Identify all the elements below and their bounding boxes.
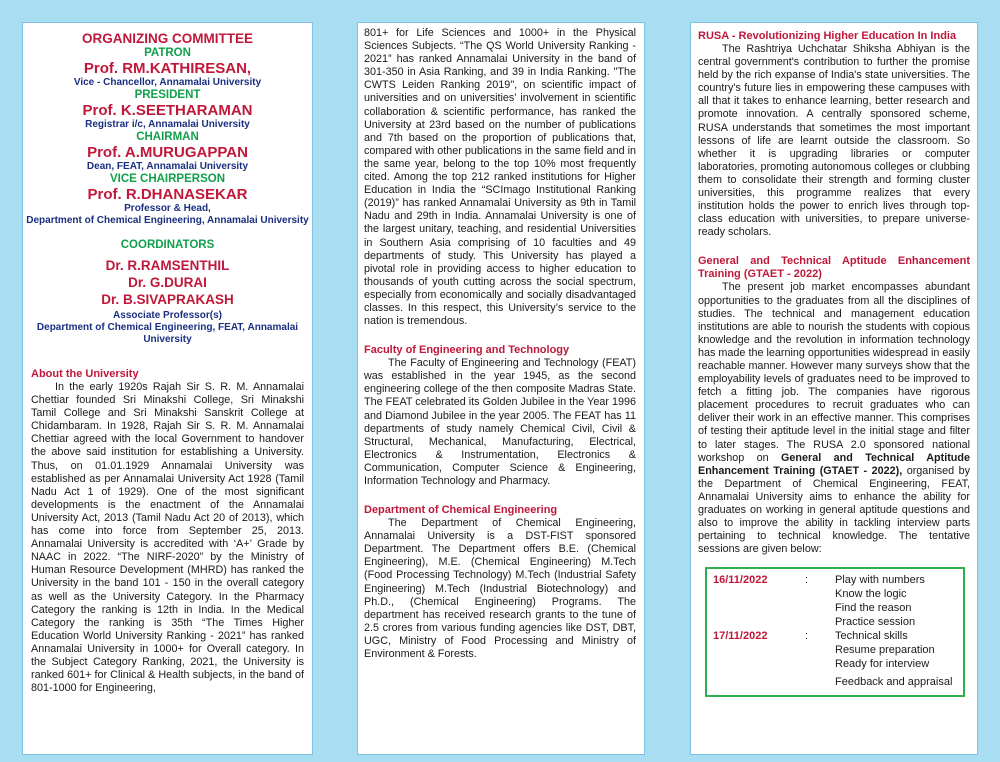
rusa-heading: RUSA - Revolutionizing Higher Education In India — [698, 30, 957, 42]
schedule-item: Know the logic — [835, 588, 907, 601]
coordinator-name: Dr. R.RAMSENTHIL — [105, 258, 230, 273]
schedule-item: Ready for interview — [835, 658, 930, 671]
dept-text: The Department of Chemical Engineering, Annamalai University is a DST-FIST sponsored Department. The Department offers B.E. (Chemical Engineering), M.E. (Chemical Engineering) M.Tech (Food Processing Technology) M.Tech (Industrial Safety Engineering) M.Tech (Industrial Biotechnology) and Ph.D., (Chemical Engineering) Programs. The department has received research grants to the tune of 2.5 crores from various funding agencies like DST, DBT, UGC, Ministry of Food Processing and Ministry of Environment & Forests. — [364, 517, 636, 661]
schedule-table — [705, 567, 965, 697]
coordinator-desc2: Department of Chemical Engineering, FEAT, Annamalai University — [36, 322, 299, 345]
vice-chair-desc2: Department of Chemical Engineering, Annamalai University — [26, 215, 309, 226]
president-name: Prof. K.SEETHARAMAN — [82, 102, 253, 119]
feat-text: The Faculty of Engineering and Technology (FEAT) was established in the year 1945, as the second engineering college of the then composite Madras State. The FEAT celebrated its Golden Jubilee in the Year 1996 and Diamond Jubilee in the year 2005. The FEAT has 11 departments of study namely Chemical Civil, Civil & Structural, Mechanical, Manufacturing, Electrical, Electronics & Instrumentation, Electronics & Communication, Computer Science & Engineering, Information Technology and Pharmacy. — [364, 357, 636, 487]
schedule-item: Technical skills — [835, 630, 908, 643]
schedule-item: Practice session — [835, 616, 916, 629]
gtaet-text-part1: The present job market encompasses abundant opportunities to the graduates from all the disciplines of studies. The technical and management education institutions are able to nourish the students with copious knowledge and the revolution in information technology has made the learning opportunities widespread in easily reachable manner. However many surveys show that the employability levels of graduates need to be improved to fetch a fitting job. The companies have rigorous placement procedures to recruit graduates who can deliver their work in an effective manner. This comprises of testing their aptitude level in the initial stage and filter to later stages. The RUSA 2.0 sponsored national workshop on — [698, 281, 970, 464]
schedule-colon: : — [805, 574, 809, 587]
feat-heading: Faculty of Engineering and Technology — [364, 344, 570, 357]
schedule-date: 17/11/2022 — [713, 630, 768, 643]
schedule-item: Play with numbers — [835, 574, 925, 587]
schedule-row — [713, 629, 957, 689]
committee-title: ORGANIZING COMMITTEE — [82, 31, 253, 46]
rusa-text: The Rashtriya Uchchatar Shiksha Abhiyan is the central government's contribution to further the promise held by the rich expanse of India's state universities. The country's future lies in empowering these campuses with all that it takes to enhance learning, better research and promote innovation. A centrally sponsored scheme, RUSA understands that sometimes the most important lessons of life are learnt outside the classroom. So whether it is upgrading libraries or computer laboratories, promoting autonomous colleges or clubbing them to consolidate their strength and forming cluster universities, this programme realizes that every institution holds the power to enrich lives through top-class education with universities, to prepare universe-ready scholars. — [698, 43, 970, 239]
gtaet-text — [698, 281, 970, 556]
schedule-colon: : — [805, 630, 809, 643]
coordinators-label: COORDINATORS — [120, 239, 215, 251]
dept-heading: Department of Chemical Engineering — [364, 504, 558, 517]
coordinator-name: Dr. B.SIVAPRAKASH — [101, 292, 234, 307]
coordinator-name: Dr. G.DURAI — [128, 275, 207, 290]
patron-desc: Vice - Chancellor, Annamalai University — [73, 77, 262, 88]
schedule-item: Resume preparation — [835, 644, 935, 657]
president-desc: Registrar i/c, Annamalai University — [85, 119, 250, 130]
vice-chair-name: Prof. R.DHANASEKAR — [87, 186, 248, 203]
gtaet-text-part2: organised by the Department of Chemical Engineering, FEAT, Annamalai University aims to enhance the ability for graduates on working in general aptitude questions and also to improve the ability in tackling interview parts pertaining to technical knowledge. The tentative sessions are given below: — [698, 464, 970, 556]
schedule-item: Find the reason — [835, 602, 912, 615]
chairman-desc: Dean, FEAT, Annamalai University — [86, 161, 249, 172]
patron-name: Prof. RM.KATHIRESAN, — [83, 60, 252, 77]
left-panel — [22, 22, 313, 755]
chairman-name: Prof. A.MURUGAPPAN — [87, 144, 248, 161]
organizing-committee — [23, 23, 312, 346]
patron-label: PATRON — [144, 47, 191, 59]
coordinator-desc1: Associate Professor(s) — [113, 310, 222, 321]
right-panel — [690, 22, 978, 755]
president-label: PRESIDENT — [134, 89, 201, 101]
about-text: In the early 1920s Rajah Sir S. R. M. Annamalai Chettiar founded Sri Minakshi College, Sri Minakshi Tamil College and Sri Minakshi Sanskrit College at Chidambaram. In 1928, Rajah Sir S. R. M. Annamalai Chettiar agreed with the local Government to handover the above said institution for establishing a University. Thus, on 01.01.1929 Annamalai University was established as per Annamalai University Act 1928 (Tamil Nadu Act 1 of 1929). One of the most significant developments is the enactment of the Annamalai University Act, 2013 (Tamil Nadu Act 20 of 2013), which has come into force from September 25, 2013. Annamalai University is accredited with ‘A+’ Grade by NAAC in 2022. “The NIRF-2020” by the Ministry of Human Resource Development (MHRD) has ranked the University in the band 101 - 150 in the overall category as well as the University Category. In the Pharmacy Category the ranking is 12th in India. In the Medical Category the ranking is 35th “The Times Higher Education World University Ranking - 2021” has ranked Annamalai University in 1000+ for Overall category. In the Subject Category Ranking, 2021, the University is ranked 601+ for Clinical & Health subjects, in the band of 801-1000 for Engineering, — [31, 381, 304, 695]
vice-chair-desc1: Professor & Head, — [124, 203, 211, 214]
gtaet-heading: General and Technical Aptitude Enhancement Training (GTAET - 2022) — [698, 255, 970, 281]
chairman-label: CHAIRMAN — [136, 131, 199, 143]
schedule-item: Feedback and appraisal — [835, 676, 953, 689]
schedule-date: 16/11/2022 — [713, 574, 768, 587]
about-text-continued: 801+ for Life Sciences and 1000+ in the Physical Sciences Subjects. “The QS World University Ranking - 2021” has ranked Annamalai University in the band of 301-350 in Asia Ranking, and 39 in India Ranking. "The CWTS Leiden Ranking 2019", on scientific impact of universities and on universities’ involvement in scientific collaboration & scientific performance, has ranked the University at 23rd based on the number of publications and 7th based on the proportion of publications that, compared with other publications in the same field and in the same year, belong to the top 10% most frequently cited. Among the top 212 ranked institutions for Higher Education in India the “SCImago Institutional Ranking (2019)” has ranked Annamalai University as 9th in Tamil Nadu and 29th in India. Annamalai University is one of the largest unitary, teaching, and residential Universities in Southern Asia comprising of 10 faculties and 49 departments of study. This University has played a pivotal role in providing access to higher education to thousands of youth cutting across the social spectrum, especially from economically and socially disadvantaged classes. In this respect, this University’s service to the nation is tremendous. — [364, 27, 636, 328]
gtaet-text-bold: General and Technical Aptitude Enhancement Training (GTAET - 2022), — [698, 451, 971, 477]
schedule-row — [713, 573, 957, 629]
about-heading: About the University — [31, 368, 139, 380]
vice-chair-label: VICE CHAIRPERSON — [109, 173, 226, 185]
middle-panel — [357, 22, 645, 755]
